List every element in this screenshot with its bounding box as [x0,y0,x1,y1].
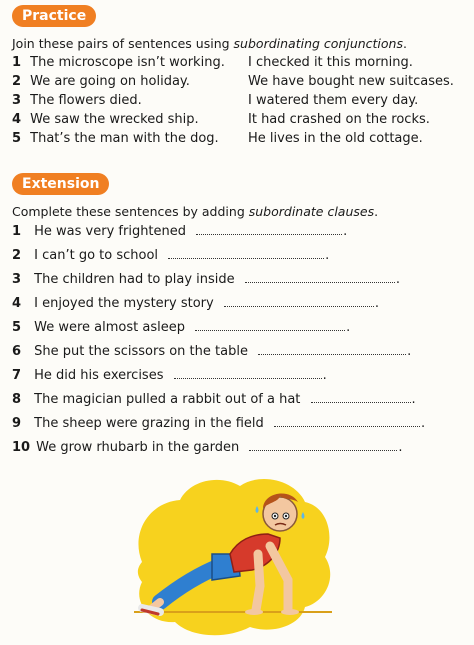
extension-item [12,270,400,289]
item-number: 5 [12,131,22,146]
extension-item [12,366,327,385]
instruction-text: Join these pairs of sentences using [12,36,234,51]
practice-row [12,92,462,110]
extension-item [12,294,379,313]
practice-instruction [12,36,407,52]
sentence-stem: He was very frightened [34,224,187,239]
full-stop: . [322,368,327,383]
sentence-stem: I enjoyed the mystery story [34,296,214,311]
sentence-stem: The children had to play inside [34,272,235,287]
instruction-italic: subordinate clauses [248,204,375,219]
sentence-left: That’s the man with the dog. [30,131,219,146]
extension-item [12,390,416,409]
sentence-right: It had crashed on the rocks. [248,112,430,127]
boy-push-ups-illustration [120,462,340,642]
practice-row [12,130,462,148]
answer-line[interactable] [174,366,322,379]
item-number: 9 [12,416,22,431]
sentence-stem: She put the scissors on the table [34,344,248,359]
full-stop: . [395,272,400,287]
extension-instruction [12,204,378,220]
item-number: 4 [12,112,22,127]
sentence-stem: I can’t go to school [34,248,159,263]
extension-item [12,438,403,457]
sentence-right: I watered them every day. [248,93,419,108]
extension-badge: Extension [12,173,109,195]
sentence-stem: The sheep were grazing in the field [34,416,264,431]
sentence-left: The microscope isn’t working. [30,55,225,70]
instruction-end: . [403,36,407,51]
sentence-left: We saw the wrecked ship. [30,112,199,127]
item-number: 2 [12,74,22,89]
full-stop: . [346,320,351,335]
extension-item [12,342,411,361]
item-number: 3 [12,93,22,108]
item-number: 5 [12,320,22,335]
sentence-stem: We grow rhubarb in the garden [36,440,240,455]
practice-row [12,73,462,91]
item-number: 7 [12,368,22,383]
answer-line[interactable] [168,246,324,259]
sentence-stem: The magician pulled a rabbit out of a hat [34,392,301,407]
full-stop: . [343,224,348,239]
practice-row [12,111,462,129]
sentence-left: The flowers died. [30,93,142,108]
extension-item [12,318,350,337]
sentence-right: I checked it this morning. [248,55,413,70]
answer-line[interactable] [311,390,411,403]
sentence-left: We are going on holiday. [30,74,190,89]
full-stop: . [420,416,426,431]
answer-line[interactable] [249,438,397,451]
extension-item [12,246,329,265]
instruction-end: . [374,204,379,219]
item-number: 10 [12,440,31,455]
practice-row [12,54,462,72]
sentence-stem: We were almost asleep [34,320,185,335]
extension-item [12,222,347,241]
item-number: 8 [12,392,22,407]
instruction-text: Complete these sentences by adding [12,204,249,219]
answer-line[interactable] [245,270,395,283]
sentence-stem: He did his exercises [34,368,164,383]
answer-line[interactable] [195,318,345,331]
answer-line[interactable] [224,294,374,307]
full-stop: . [398,440,403,455]
full-stop: . [325,248,330,263]
item-number: 1 [12,55,22,70]
full-stop: . [374,296,379,311]
extension-item [12,414,425,433]
item-number: 2 [12,248,22,263]
sentence-right: We have bought new suitcases. [248,74,454,89]
full-stop: . [411,392,416,407]
item-number: 3 [12,272,22,287]
instruction-italic: subordinating conjunctions [233,36,403,51]
item-number: 4 [12,296,22,311]
answer-line[interactable] [258,342,406,355]
item-number: 1 [12,224,22,239]
sentence-right: He lives in the old cottage. [248,131,423,146]
item-number: 6 [12,344,22,359]
answer-line[interactable] [274,414,420,427]
practice-badge: Practice [12,5,96,27]
full-stop: . [407,344,412,359]
answer-line[interactable] [196,222,342,235]
